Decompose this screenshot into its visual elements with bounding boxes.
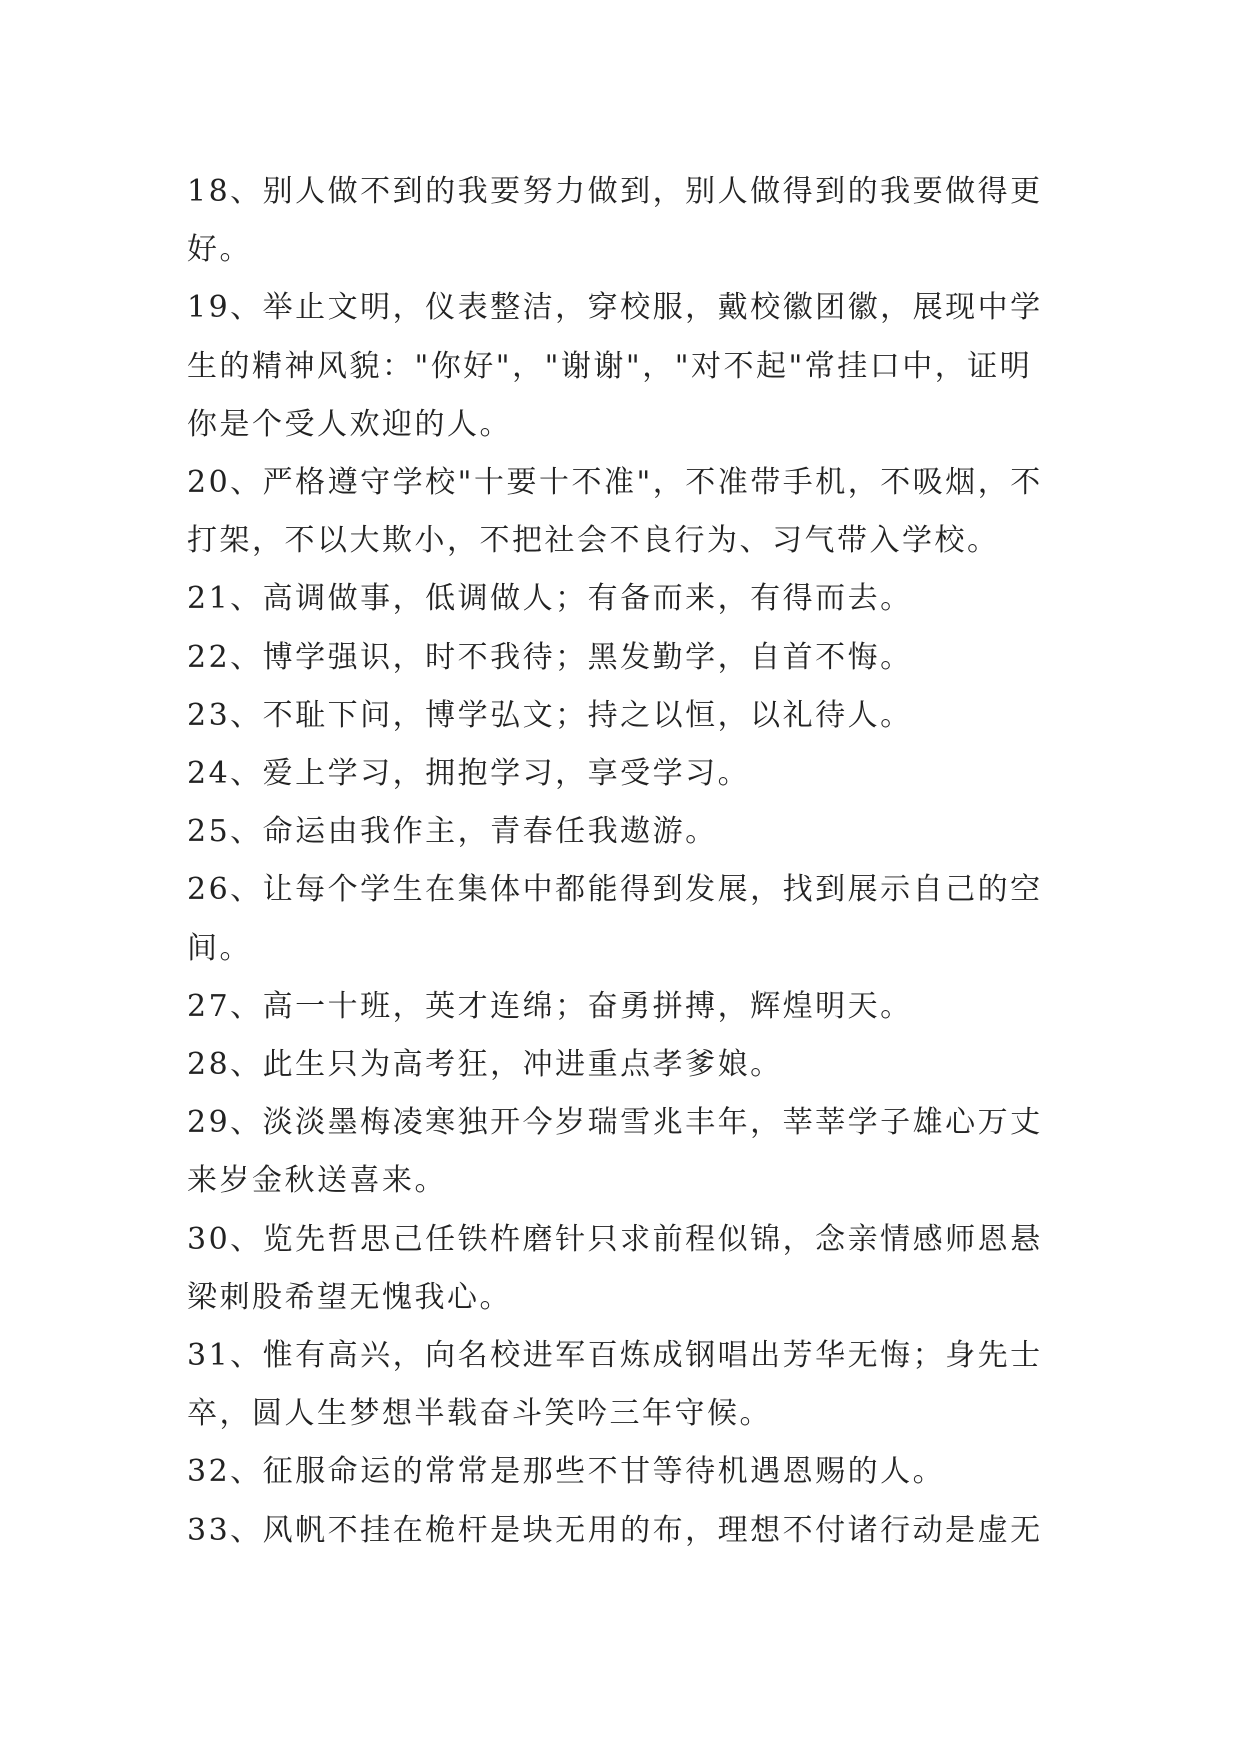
- paragraph-26: 26、让每个学生在集体中都能得到发展，找到展示自己的空间。: [187, 872, 1043, 966]
- paragraph-28: 28、此生只为高考狂，冲进重点孝爹娘。: [187, 1047, 783, 1083]
- paragraph-21: 21、高调做事，低调做人；有备而来，有得而去。: [187, 581, 913, 617]
- paragraph-32: 32、征服命运的常常是那些不甘等待机遇恩赐的人。: [187, 1454, 946, 1490]
- paragraph-23: 23、不耻下问，博学弘文；持之以恒，以礼待人。: [187, 697, 913, 733]
- paragraph-25: 25、命运由我作主，青春任我遨游。: [187, 814, 718, 850]
- paragraph-29: 29、淡淡墨梅凌寒独开今岁瑞雪兆丰年，莘莘学子雄心万丈来岁金秋送喜来。: [187, 1105, 1043, 1199]
- paragraph-24: 24、爱上学习，拥抱学习，享受学习。: [187, 756, 751, 792]
- paragraph-19: 19、举止文明，仪表整洁，穿校服，戴校徽团徽，展现中学生的精神风貌："你好"，"谢谢"，"对不起"常挂口中，证明你是个受人欢迎的人。: [187, 290, 1043, 442]
- paragraph-22: 22、博学强识，时不我待；黑发勤学，自首不悔。: [187, 639, 913, 675]
- document-page: [187, 163, 1057, 1560]
- paragraph-33: 33、风帆不挂在桅杆是块无用的布，理想不付诸行动是虚无: [187, 1512, 1043, 1548]
- paragraph-31: 31、惟有高兴，向名校进军百炼成钢唱出芳华无悔；身先士卒，圆人生梦想半载奋斗笑吟三年守候。: [187, 1338, 1043, 1432]
- paragraph-20: 20、严格遵守学校"十要十不准"，不准带手机，不吸烟，不打架，不以大欺小，不把社会不良行为、习气带入学校。: [187, 465, 1043, 559]
- paragraph-27: 27、高一十班，英才连绵；奋勇拼搏，辉煌明天。: [187, 988, 913, 1024]
- paragraph-30: 30、览先哲思己任铁杵磨针只求前程似锦，念亲情感师恩悬梁刺股希望无愧我心。: [187, 1221, 1043, 1315]
- paragraph-18: 18、别人做不到的我要努力做到，别人做得到的我要做得更好。: [187, 174, 1043, 268]
